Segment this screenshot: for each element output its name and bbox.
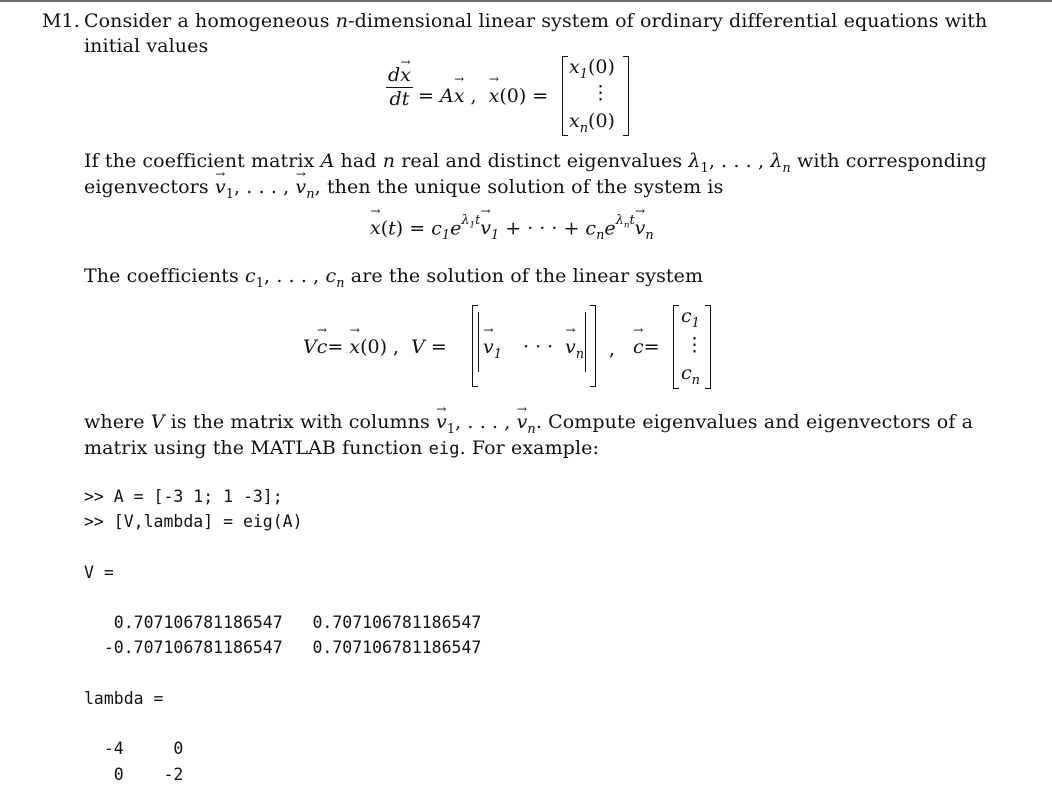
- lambda-output-row-2: 0 -2: [84, 765, 184, 784]
- solution-equation: → $x(t) = c_1e^{\lambda_1t}\to v_1$ + · · · + $c_ne^{\lambda_nt}\to v_n$: [370, 216, 654, 243]
- v-output-row-2: -0.707106781186547 0.707106781186547: [84, 638, 482, 657]
- lambda-output-row-1: -4 0: [84, 739, 184, 758]
- para3: The coefficients $c_1$, . . . , $c_n$ are the solution of the linear system: [84, 265, 704, 291]
- lambda-output-label: lambda =: [84, 689, 164, 708]
- intro-line-1: Consider a homogeneous n-dimensional linear system of ordinary differential equations with: [84, 10, 988, 32]
- para2-line-1: If the coefficient matrix A had n real and distinct eigenvalues $\lambda_1$, . . . , $\lambda_n$ with corresponding: [84, 150, 987, 176]
- top-rule: [0, 0, 1052, 2]
- eig-function-code: eig: [428, 439, 460, 459]
- v-output-label: V =: [84, 563, 114, 582]
- matlab-command-2: >> [V,lambda] = eig(A): [84, 512, 303, 531]
- intro-line-2: initial values: [84, 35, 209, 57]
- para2-line-2: eigenvectors → $v_1$, . . . , → $v_n$, then the unique solution of the system is: [84, 174, 723, 208]
- matlab-command-1: >> A = [-3 1; 1 -3];: [84, 487, 283, 506]
- problem-label: M1.: [42, 10, 80, 32]
- para4-line-1: where V is the matrix with columns → $v_1$, . . . , → $v_n$. Compute eigenvalues and eigenvectors of a: [84, 409, 973, 443]
- para4-line-2: matrix using the MATLAB function eig. For example:: [84, 437, 599, 459]
- v-output-row-1: 0.707106781186547 0.707106781186547: [84, 613, 482, 632]
